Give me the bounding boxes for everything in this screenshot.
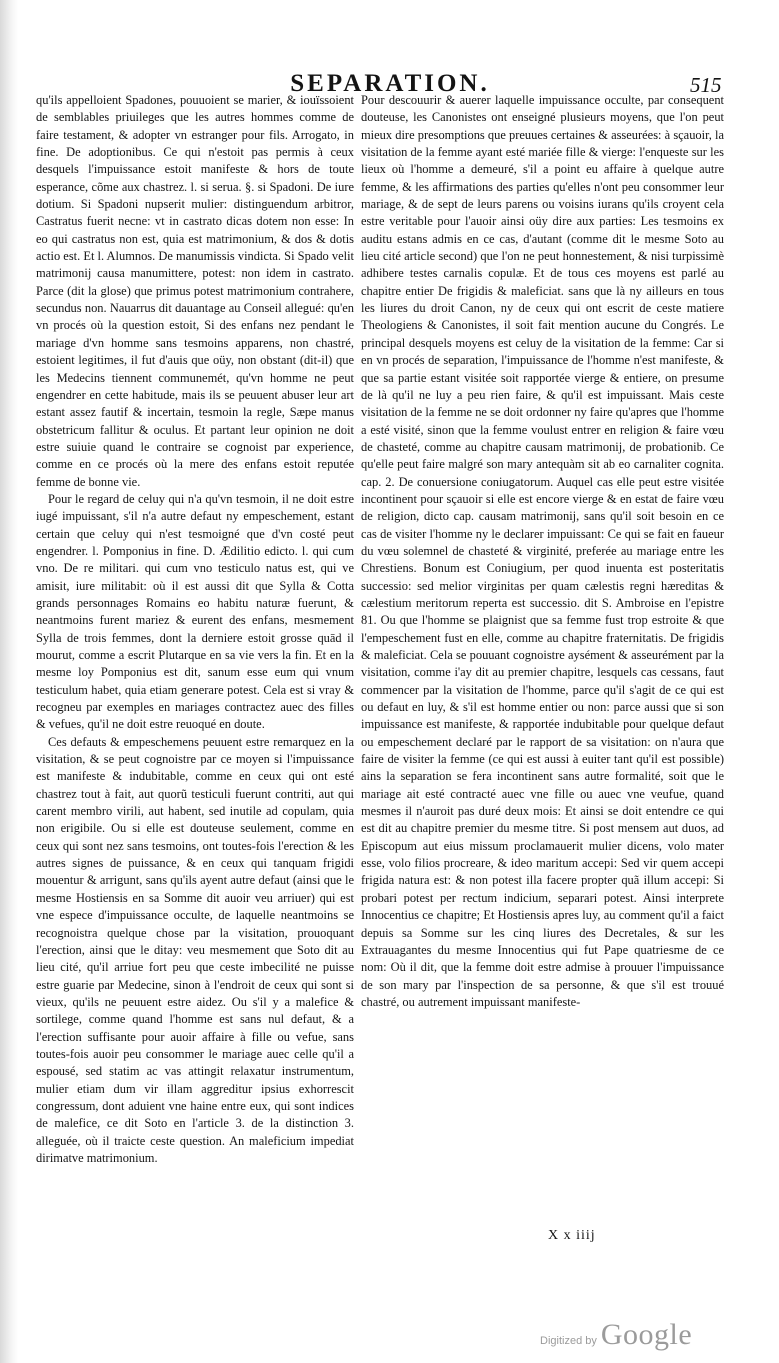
page-binding-edge [0,0,18,1363]
right-text-column [361,92,724,1222]
paragraph: qu'ils appelloient Spadones, pouuoient se marier, & iouïssoient de semblables priuileges que les autres hommes comme de faire testament, & adopter vn estranger pour fils. Arrogato, in fine. De adoptionibus. Ce qui n'estoit pas permis à ceux desquels l'impuissance estoit manifeste & hors de toute esperance, cõme aux chastrez. l. si serua. §. si Spadoni. De iure dotium. Si Spadoni nupserit mulier: distinguendum arbitror, Castratus fuerit necne: vt in castrato dicas dotem non esse: In eo qui castratus non est, quia est matrimonium, & dos & dotis actio est. Et l. Alumnos. De manumissis vindicta. Si Spado velit matrimonij causa manumittere, potest: non idem in castrato. Parce (dit la glose) que primus potest matrimonium contrahere, secundus non. Nauarrus dit dauantage au Conseil allegué: qu'en vn procés où la question estoit, Si des enfans nez pendant le mariage d'vn homme sans tesmoins apparens, non chastré, estoient legitimes, il fut d'auis que oüy, non obstant (dit-il) que les Medecins tiennent communemét, qu'vn homme ne peut engendrer en cette habitude, mais ils se peuuent abuser leur art estant assez fautif & incertain, tesmoin la regle, Sæpe manus obstetricum fallitur & oculus. Et partant leur opinion ne doit estre suiuie quand le contraire se cognoist par experience, comme en ce procés où la mere des enfans estoit reputée femme de bonne vie. [36,93,354,489]
paragraph: Pour le regard de celuy qui n'a qu'vn tesmoin, il ne doit estre iugé impuissant, s'il n'a autre defaut ny empeschement, estant certain que celuy qui n'est tesmoigné que d'vn costé peut engendrer. l. Pomponius in fine. D. Ædilitio edicto. l. qui cum vno. De re militari. qui cum vno testiculo natus est, qui ve amisit, iure militabit: où il est aussi dit que Sylla & Cotta grands personnages Romains eo habitu naturæ fuerunt, & neantmoins furent mariez & eurent des enfans, mesmement Sylla de trois femmes, dont la derniere estoit grosse quād il mourut, comme a escrit Plutarque en sa vie vers la fin. Et en la mesme loy Pomponius est dit, sanum esse eum qui vnum testiculum habet, quia etiam generare potest. Cela est si vray & recogneu par exemples en mariages contractez auec des filles & vefues, qu'il ne doit estre reuoqué en doute. [36,491,354,732]
running-header-title: SEPARATION. [290,70,490,97]
page-number: 515 [690,73,722,97]
paragraph: Ces defauts & empeschemens peuuent estre remarquez en la visitation, & se peut cognoistre par ce moyen si l'impuissance est manifeste & indubitable, comme en ceux qui ont esté chastrez tout à fait, aut quorũ testiculi fuerunt contriti, aut qui carent membro virili, aut habent, sed inutile ad copulam, quia non erigibile. Ou si elle est douteuse seulement, comme en ceux qui sont nez sans tesmoins, ont toutes-fois l'erection & les autres signes de puissance, & en ceux qui tanquam frigidi mouentur & arrigunt, sans qu'ils ayent autre defaut (ainsi que le mesme Hostiensis en sa Somme dit auoir veu arriuer) qui est vne espece d'impuissance occulte, de laquelle neantmoins se recognoistra quelque chose par la visitation, prouoquant l'erection, ainsi que le ditay: veu mesmement que Soto dit au lieu cité, qu'il arriue fort peu que ceste imbecilité ne puisse estre guarie par Medecine, sinon à l'endroit de ceux qui sont si vieux, qu'ils ne peuuent estre aidez. Ou s'il y a malefice & sortilege, comme quand l'homme est sans nul defaut, & a l'erection suffisante pour auoir affaire à fille ou vefue, sans toutes-fois auoir peu consommer le mariage auec celle qu'il a espousé, sed statim ac vas attingit relaxatur instrumentum, mulier etiam dum vir illam aggreditur ipsius exhorrescit congressum, dont aduient vne haine entre eux, qui sont indices de malefice, ce dit Soto en l'article 3. de la distinction 3. alleguée, où il traicte ceste question. An maleficium impediat dirimatve matrimonium. [36,734,354,1165]
watermark-prefix: Digitized by [540,1335,597,1347]
left-text-column [36,92,354,1222]
google-logo: Google [600,1318,693,1351]
signature-mark: X x iiij [548,1228,596,1243]
paragraph: Pour descouurir & auerer laquelle impuissance occulte, par consequent douteuse, les Canonistes ont enseigné plusieurs moyens, que l'on peut mieux dire presomptions que preuues certaines & asseurées: à sçauoir, la visitation de la femme ayant esté mariée fille & vierge: l'enqueste sur les lieux où l'homme a demeuré, s'il a point eu affaire à quelque autre femme, & les affirmations des parties qu'elles n'ont peu consommer leur mariage, & de sept de leurs parens ou voisins iurans qu'ils croyent cela estre veritable pour l'auoir ainsi oüy dire aux parties: Les tesmoins ex auditu estans admis en ce cas, d'autant (comme dit le mesme Soto au lieu cité article second) que l'on ne peut honnestement, & nisi turpissimè adhibere testes carnalis copulæ. Et de tous ces moyens est parlé au chapitre entier De frigidis & maleficiat. sans que là ny ailleurs en tous les liures du droit Canon, ny de ceux qui ont escrit de ceste matiere Theologiens & Canonistes, il soit fait mention aucune du Congrés. Le principal desquels moyens est celuy de la visitation de la femme: Car si en vn procés de separation, l'impuissance de l'homme n'est manifeste, & que sa partie estant visitée soit rapportée vierge & entiere, on presume de là qu'il ne luy a peu rien faire, & qu'il est impuissant. Mais ceste visitation de la femme ne se doit ordonner ny faire qu'apres que l'homme a esté visité, sinon que la femme voulust entrer en religion & faire vœu de chasteté, comme au chapitre causam matrimonij, de probationib. Ce qu'elle peut faire malgré son mary antequàm sit ab eo carnaliter cognita. cap. 2. De conuersione coniugatorum. Auquel cas elle peut estre visitée incontinent pour sçauoir si elle est encore vierge & en estat de faire vœu de religion, dicto cap. causam matrimonij, sans qu'il soit besoin en ce cas de visiter l'homme ny le declarer impuissant: Ce qui se fait en faueur du vœu solemnel de chasteté & virginité, preferée au mariage entre les Chrestiens. Bonum est Coniugium, per quod inuenta est posteritatis successio: sed melior virginitas per quam cælestis regni hæreditas & cælestium meritorum reperta est successio. dit S. Ambroise en l'epistre 81. Ou que l'homme se plaignist que sa femme fust trop estroite & que l'empeschement fust en elle, comme au chapitre fraternitatis. De frigidis & maleficiat. Cela se pouuant cognoistre aysément & asseurément par la visitation, comme i'ay dit au premier chapitre, lesquels cas cessans, faut commencer par la visitation de l'homme, parce qu'il s'agit de ce qui est ou defaut en luy, & s'il est homme entier ou non: parce aussi que si son impuissance est manifeste, & rapportée indubitable pour quelque defaut ou empeschement declaré par le rapport de sa visitation: on n'aura que faire de visiter la femme (ce qui est aussi à euiter tant qu'il est possible) ains la separation se fera incontinent sans autre formalité, soit que le mariage ait esté contracté auec vne fille ou auec vne veufue, quand mesmes il n'auroit pas duré deux mois: Et ainsi se doit entendre ce qui est dit au chapitre premier du mesme titre. Si post mensem aut duos, ad Episcopum aut eius missum proclamauerit mulier dicens, volo mater esse, volo filios procreare, & ideo maritum accepi: Sed vir quem accepi frigida natura est: & non potest illa facere propter quã illum accepi: Si probari potest per rectum indicium, separari potest. Ainsi interprete Innocentius ce chapitre; Et Hostiensis apres luy, au comment qu'il a faict depuis sa Somme sur les cinq liures des Decretales, & sur les Extrauagantes du mesme Innocentius qui fut Pape quatriesme de ce nom: Où il dit, que la femme doit estre admise à prouuer l'impuissance de son mary par l'inspection de sa personne, & que s'il est trouué chastré, ou autrement impuissant manifeste- [361,93,724,1009]
digitization-watermark [540,1318,692,1352]
